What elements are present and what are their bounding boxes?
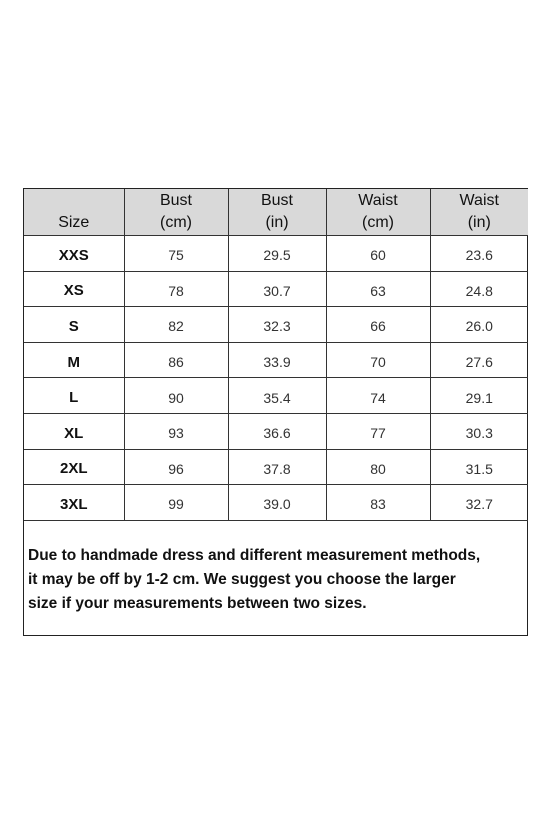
waist-in-cell: 32.7 <box>430 485 528 521</box>
bust-cm-cell: 82 <box>124 307 228 343</box>
bust-cm-cell: 96 <box>124 449 228 485</box>
header-waist-in <box>430 189 528 236</box>
table-body <box>24 236 528 521</box>
bust-cm-cell: 99 <box>124 485 228 521</box>
header-bust-in-line1: Bust <box>260 192 293 209</box>
table-row <box>24 449 528 485</box>
header-bust-in <box>228 189 326 236</box>
waist-cm-cell: 77 <box>326 413 430 449</box>
header-size <box>24 189 124 236</box>
header-bust-in-line2: (in) <box>265 214 289 231</box>
bust-cm-cell: 75 <box>124 236 228 272</box>
waist-in-cell: 23.6 <box>430 236 528 272</box>
measurement-note <box>28 544 528 616</box>
size-cell: 3XL <box>24 485 124 521</box>
header-waist-cm <box>326 189 430 236</box>
waist-cm-cell: 83 <box>326 485 430 521</box>
header-size-label: Size <box>58 214 90 231</box>
size-cell: XS <box>24 271 124 307</box>
size-cell: XL <box>24 413 124 449</box>
table-row <box>24 307 528 343</box>
header-bust-cm <box>124 189 228 236</box>
waist-cm-cell: 80 <box>326 449 430 485</box>
table-row <box>24 342 528 378</box>
bust-cm-cell: 86 <box>124 342 228 378</box>
waist-cm-cell: 70 <box>326 342 430 378</box>
size-cell: M <box>24 342 124 378</box>
waist-cm-cell: 63 <box>326 271 430 307</box>
header-waist-cm-line2: (cm) <box>362 214 394 231</box>
header-waist-in-line1: Waist <box>459 192 499 209</box>
size-cell: 2XL <box>24 449 124 485</box>
bust-in-cell: 29.5 <box>228 236 326 272</box>
table-row <box>24 236 528 272</box>
size-chart <box>23 188 528 636</box>
note-line-1: Due to handmade dress and different measurement methods, <box>28 547 481 564</box>
table-row <box>24 378 528 414</box>
waist-cm-cell: 66 <box>326 307 430 343</box>
bust-in-cell: 36.6 <box>228 413 326 449</box>
table-row <box>24 485 528 521</box>
table-row <box>24 413 528 449</box>
waist-cm-cell: 74 <box>326 378 430 414</box>
bust-cm-cell: 78 <box>124 271 228 307</box>
bust-cm-cell: 90 <box>124 378 228 414</box>
table-row <box>24 271 528 307</box>
size-cell: XXS <box>24 236 124 272</box>
bust-in-cell: 30.7 <box>228 271 326 307</box>
header-waist-cm-line1: Waist <box>358 192 398 209</box>
header-bust-cm-line1: Bust <box>159 192 192 209</box>
waist-in-cell: 31.5 <box>430 449 528 485</box>
bust-in-cell: 33.9 <box>228 342 326 378</box>
size-cell: L <box>24 378 124 414</box>
waist-in-cell: 27.6 <box>430 342 528 378</box>
size-table <box>24 189 528 521</box>
note-line-3: size if your measurements between two sizes. <box>28 595 367 612</box>
size-cell: S <box>24 307 124 343</box>
waist-in-cell: 30.3 <box>430 413 528 449</box>
bust-in-cell: 37.8 <box>228 449 326 485</box>
waist-cm-cell: 60 <box>326 236 430 272</box>
header-bust-cm-line2: (cm) <box>160 214 192 231</box>
waist-in-cell: 29.1 <box>430 378 528 414</box>
header-waist-in-line2: (in) <box>467 214 491 231</box>
bust-cm-cell: 93 <box>124 413 228 449</box>
table-header <box>24 189 528 236</box>
waist-in-cell: 24.8 <box>430 271 528 307</box>
header-row <box>24 189 528 236</box>
bust-in-cell: 39.0 <box>228 485 326 521</box>
waist-in-cell: 26.0 <box>430 307 528 343</box>
note-line-2: it may be off by 1-2 cm. We suggest you choose the larger <box>28 571 456 588</box>
bust-in-cell: 35.4 <box>228 378 326 414</box>
bust-in-cell: 32.3 <box>228 307 326 343</box>
